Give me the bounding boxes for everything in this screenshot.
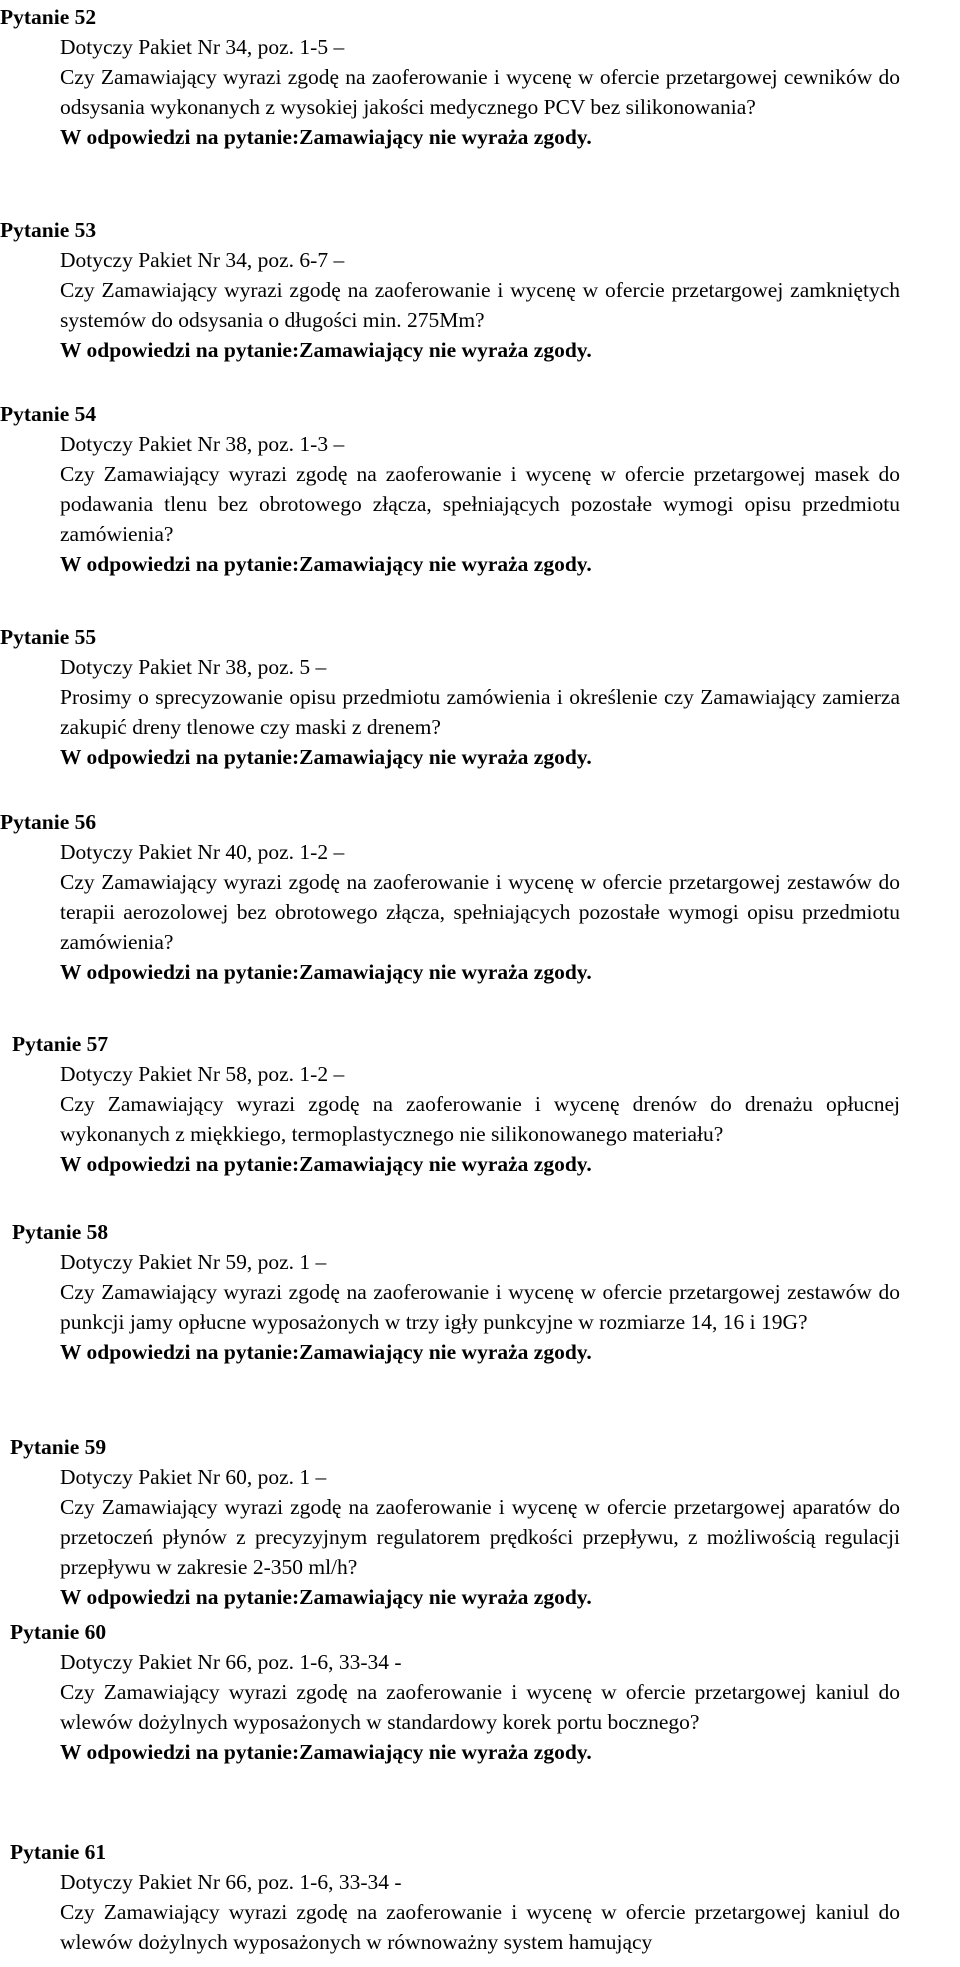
question-56	[0, 807, 960, 987]
question-reference: Dotyczy Pakiet Nr 66, poz. 1-6, 33-34 -	[60, 1870, 402, 1894]
question-reference: Dotyczy Pakiet Nr 58, poz. 1-2 –	[60, 1062, 345, 1086]
question-reference: Dotyczy Pakiet Nr 34, poz. 1-5 –	[60, 35, 345, 59]
question-text: Czy Zamawiający wyrazi zgodę na zaoferowanie i wycenę w ofercie przetargowej zamkniętych systemów do odsysania o długości min. 275Mm?	[60, 278, 900, 332]
question-reference: Dotyczy Pakiet Nr 38, poz. 1-3 –	[60, 432, 345, 456]
question-52	[0, 2, 960, 152]
question-text: Czy Zamawiający wyrazi zgodę na zaoferowanie i wycenę w ofercie przetargowej aparatów do przetoczeń płynów z precyzyjnym regulatorem prędkości przepływu, z możliwością regulacji przepływu w zakresie 2-350 ml/h?	[60, 1495, 900, 1579]
question-text: Czy Zamawiający wyrazi zgodę na zaoferowanie i wycenę w ofercie przetargowej cewników do odsysania wykonanych z wysokiej jakości medycznego PCV bez silikonowania?	[60, 65, 900, 119]
question-reference: Dotyczy Pakiet Nr 34, poz. 6-7 –	[60, 248, 345, 272]
question-title: Pytanie 58	[12, 1220, 109, 1244]
question-title: Pytanie 57	[12, 1032, 109, 1056]
question-reference: Dotyczy Pakiet Nr 59, poz. 1 –	[60, 1250, 327, 1274]
question-answer: W odpowiedzi na pytanie:Zamawiający nie wyraża zgody.	[60, 960, 592, 984]
question-title: Pytanie 56	[0, 810, 97, 834]
question-53	[0, 215, 960, 365]
question-reference: Dotyczy Pakiet Nr 60, poz. 1 –	[60, 1465, 327, 1489]
question-text: Czy Zamawiający wyrazi zgodę na zaoferowanie i wycenę w ofercie przetargowej zestawów do punkcji jamy opłucne wyposażonych w trzy igły punkcyjne w rozmiarze 14, 16 i 19G?	[60, 1280, 900, 1334]
question-text: Prosimy o sprecyzowanie opisu przedmiotu zamówienia i określenie czy Zamawiający zamierza zakupić dreny tlenowe czy maski z drenem?	[60, 685, 900, 739]
question-answer: W odpowiedzi na pytanie:Zamawiający nie wyraża zgody.	[60, 1585, 592, 1609]
question-title: Pytanie 54	[0, 402, 97, 426]
question-title: Pytanie 60	[10, 1620, 107, 1644]
question-54	[0, 399, 960, 579]
question-58	[12, 1217, 960, 1367]
question-title: Pytanie 55	[0, 625, 97, 649]
question-text: Czy Zamawiający wyrazi zgodę na zaoferowanie i wycenę w ofercie przetargowej masek do podawania tlenu bez obrotowego złącza, spełniających pozostałe wymogi opisu przedmiotu zamówienia?	[60, 462, 900, 546]
question-reference: Dotyczy Pakiet Nr 40, poz. 1-2 –	[60, 840, 345, 864]
question-55	[0, 622, 960, 772]
question-answer: W odpowiedzi na pytanie:Zamawiający nie wyraża zgody.	[60, 552, 592, 576]
question-title: Pytanie 52	[0, 5, 97, 29]
question-title: Pytanie 61	[10, 1840, 107, 1864]
question-answer: W odpowiedzi na pytanie:Zamawiający nie wyraża zgody.	[60, 1340, 592, 1364]
question-title: Pytanie 53	[0, 218, 97, 242]
question-text: Czy Zamawiający wyrazi zgodę na zaoferowanie i wycenę w ofercie przetargowej zestawów do terapii aerozolowej bez obrotowego złącza, spełniających pozostałe wymogi opisu przedmiotu zamówienia?	[60, 870, 900, 954]
question-answer: W odpowiedzi na pytanie:Zamawiający nie wyraża zgody.	[60, 745, 592, 769]
question-59	[10, 1432, 960, 1612]
question-61	[10, 1837, 960, 1957]
question-reference: Dotyczy Pakiet Nr 38, poz. 5 –	[60, 655, 327, 679]
question-answer: W odpowiedzi na pytanie:Zamawiający nie wyraża zgody.	[60, 1740, 592, 1764]
question-answer: W odpowiedzi na pytanie:Zamawiający nie wyraża zgody.	[60, 338, 592, 362]
question-text: Czy Zamawiający wyrazi zgodę na zaoferowanie i wycenę w ofercie przetargowej kaniul do wlewów dożylnych wyposażonych w równoważny system hamujący	[60, 1900, 900, 1954]
question-title: Pytanie 59	[10, 1435, 107, 1459]
question-text: Czy Zamawiający wyrazi zgodę na zaoferowanie i wycenę drenów do drenażu opłucnej wykonanych z miękkiego, termoplastycznego nie silikonowanego materiału?	[60, 1092, 900, 1146]
question-57	[12, 1029, 960, 1179]
question-answer: W odpowiedzi na pytanie:Zamawiający nie wyraża zgody.	[60, 125, 592, 149]
question-text: Czy Zamawiający wyrazi zgodę na zaoferowanie i wycenę w ofercie przetargowej kaniul do wlewów dożylnych wyposażonych w standardowy korek portu bocznego?	[60, 1680, 900, 1734]
question-answer: W odpowiedzi na pytanie:Zamawiający nie wyraża zgody.	[60, 1152, 592, 1176]
question-reference: Dotyczy Pakiet Nr 66, poz. 1-6, 33-34 -	[60, 1650, 402, 1674]
question-60	[10, 1617, 960, 1767]
